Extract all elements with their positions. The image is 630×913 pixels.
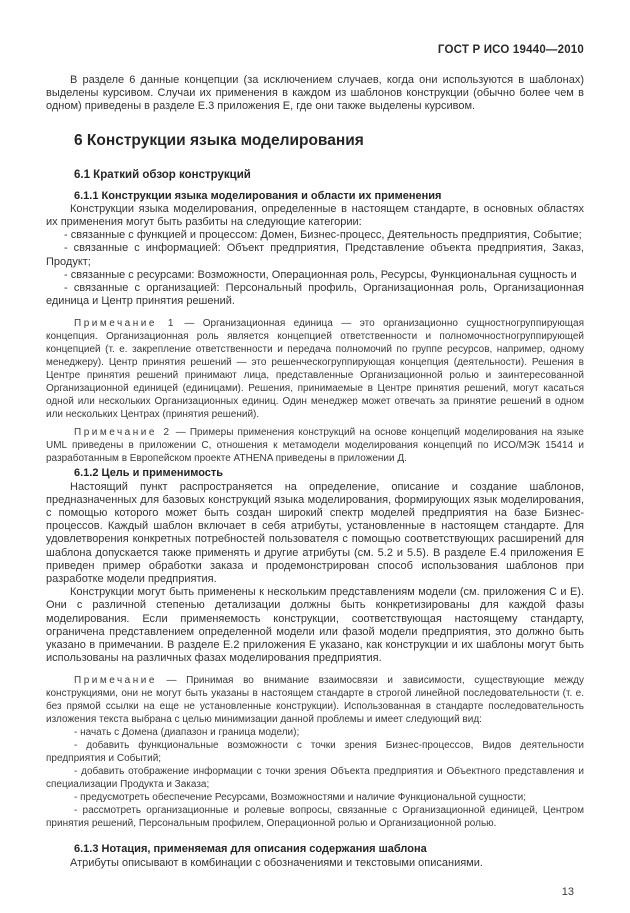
note-list-item-organizational: - рассмотреть организационные и ролевые вопросы, связанные с Организационной единицей, Центром принятия решений, Персональным профилем, Операционной ролью и Организационной ролью. [46, 805, 584, 830]
section-6-1-3-heading: 6.1.3 Нотация, применяемая для описания содержания шаблона [74, 843, 427, 856]
note-3-text: — Принимая во внимание взаимосвязи и зависимости, существующие между конструкциями, они не могут быть указаны в настоящем стандарте в строгой линейной последовательности (т. е. без прямой ссылки на еще не установленные конструкции). Использованная в стандарте последовательность изложения текста выбрана с целью минимизации данной проблемы и имеет следующий вид: [46, 675, 585, 726]
note-list-item-functional: - добавить функциональные возможности с точки зрения Бизнес-процессов, Видов деятельности предприятия и Событий; [46, 740, 584, 765]
paragraph-categories-lead: Конструкции языка моделирования, определенные в настоящем стандарте, в основных областях их применения могут быть разбиты на следующие категории: [46, 202, 584, 229]
note-list-item-domain: - начать с Домена (диапазон и граница модели); [74, 727, 300, 739]
note-list-item-resources: - предусмотреть обеспечение Ресурсами, Возможностями и наличие Функциональной сущности; [74, 792, 526, 804]
category-item-organization: - связанные с организацией: Персональный профиль, Организационная роль, Организационная единица и Центр принятия решений. [46, 282, 584, 308]
note-2-label: Примечание 2 [74, 427, 172, 439]
paragraph-purpose-1: Настоящий пункт распространяется на определение, описание и создание шаблонов, предназначенных для базовых конструкций языка моделирования, формирующих язык моделирования, с помощью которого может быть создан широкий спектр моделей предприятия на базе Бизнес-процессов. Каждый шаблон включает в себя атрибуты, установленные в настоящем стандарте. Для удовлетворения конкретных потребностей пользователя с помощью соответствующих расширений для шаблона допускается также применять и другие атрибуты (см. 5.2 и 5.5). В разделе Е.4 приложения Е приведен пример обработки заказа и продемонстрирован способ использования шаблонов при разработке модели предприятия. [46, 480, 584, 586]
section-6-1-2-heading: 6.1.2 Цель и применимость [74, 467, 224, 480]
standard-code-header: ГОСТ Р ИСО 19440—2010 [437, 44, 584, 56]
category-item-information: - связанные с информацией: Объект предприятия, Представление объекта предприятия, Заказ, Продукт; [46, 242, 584, 268]
category-item-resources: - связанные с ресурсами: Возможности, Операционная роль, Ресурсы, Функциональная сущность и [64, 268, 577, 281]
note-list-item-information: - добавить отображение информации с точки зрения Объекта предприятия и Объектного представления и специализации Продукта и Заказа; [46, 766, 584, 791]
section-6-1-heading: 6.1 Краткий обзор конструкций [74, 168, 251, 181]
note-1 [46, 317, 584, 421]
paragraph-notation: Атрибуты описывают в комбинации с обозначениями и текстовыми описаниями. [70, 856, 483, 869]
paragraph-purpose-2: Конструкции могут быть применены к нескольким представлениям модели (см. приложения С и Е). Они с различной степенью детализации должны быть конкретизированы для каждой фазы моделирования. Если применяемость конструкции, соответствующая настоящему стандарту, ограничена представлением определенной модели или фазой модели предприятия, это должно быть указано в примечании. В разделе Е.2 приложения Е указано, как конструкции и их шаблоны могут быть использованы на различных фазах моделирования предприятия. [46, 586, 584, 665]
page-number: 13 [561, 885, 574, 898]
note-1-text: — Организационная единица — это организационно сущностногруппирующая концепция. Организационная роль является концепцией ответственности и полномочностногруппирующей концепцией (т. е. закрепление ответственности и передача полномочий по группе ресурсов, например, одному менеджеру). Центр принятия решений — это решенческогруппирующая концепция (деятельности). Решения в Центре принятия решений принимают лица, представленные Организационной ролью и заинтересованной Организационной единицей (единицами). Решения, принимаемые в Центре принятия решений, могут касаться одной или нескольких Организационных единиц. Один менеджер может отвечать за принятие решений в одном или нескольких Центрах (принятия решений). [46, 318, 584, 421]
note-1-label: Примечание 1 [74, 318, 176, 330]
section-6-1-1-heading: 6.1.1 Конструкции языка моделирования и области их применения [74, 189, 442, 202]
intro-paragraph: В разделе 6 данные концепции (за исключением случаев, когда они используются в шаблонах) выделены курсивом. Случаи их применения в каждом из шаблонов конструкции (обычно более чем в одном) приведены в разделе Е.3 приложения Е, где они также выделены курсивом. [46, 74, 584, 113]
section-6-heading: 6 Конструкции языка моделирования [74, 131, 364, 149]
category-item-function: - связанные с функцией и процессом: Домен, Бизнес-процесс, Деятельность предприятия, Событие; [64, 229, 582, 242]
note-2-text: — Примеры применения конструкций на основе концепций моделирования на языке UML приведены в приложении С, отношения к метамодели моделирования концепций по ИСО/МЭК 15414 и разработанным в Европейском проекте ATHENA приведены в приложении Д. [46, 427, 584, 465]
note-3 [46, 674, 584, 726]
note-2 [46, 426, 584, 465]
note-3-label: Примечание [74, 675, 157, 687]
